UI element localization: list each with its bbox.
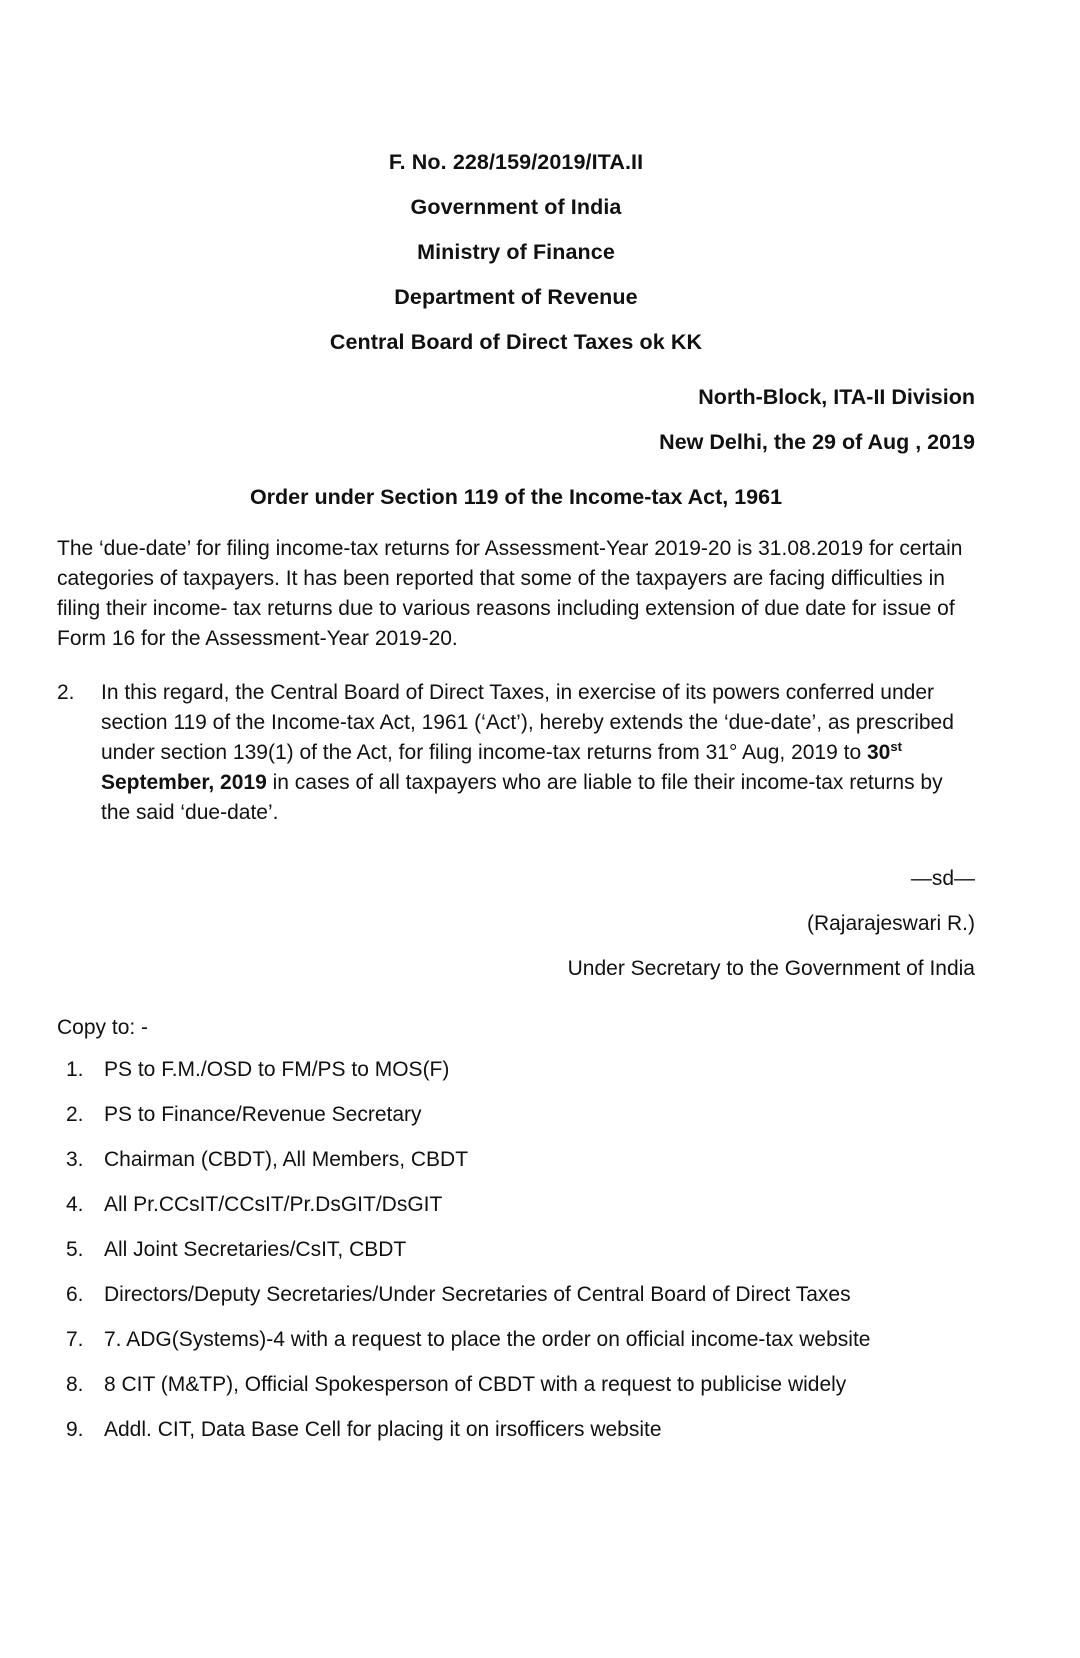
signatory-designation: Under Secretary to the Government of India xyxy=(567,957,975,980)
list-item-number: 2. xyxy=(66,1103,84,1126)
list-item-number: 1. xyxy=(66,1058,84,1081)
paragraph-2-text-before: In this regard, the Central Board of Direct Taxes, in exercise of its powers conferred under section 119 of the Income-tax Act, 1961 (‘Act’), hereby extends the ‘due-date’, as prescribed under section 139(1) of the Act, for filing income-tax returns from 31° Aug, 2019 to xyxy=(101,681,954,764)
list-item-text: Directors/Deputy Secretaries/Under Secretaries of Central Board of Direct Taxes xyxy=(104,1283,851,1306)
list-item xyxy=(66,1100,975,1130)
list-item xyxy=(66,1415,975,1445)
address-block xyxy=(57,375,975,465)
list-item-text: PS to F.M./OSD to FM/PS to MOS(F) xyxy=(104,1058,450,1081)
board-name: Central Board of Direct Taxes ok KK xyxy=(329,330,703,354)
department-name: Department of Revenue xyxy=(394,285,638,309)
document-content xyxy=(57,140,975,1460)
list-item-text: All Joint Secretaries/CsIT, CBDT xyxy=(104,1238,407,1261)
list-item-number: 3. xyxy=(66,1148,84,1171)
list-item-number: 8. xyxy=(66,1373,84,1396)
signatory-name: (Rajarajeswari R.) xyxy=(806,912,975,935)
list-item xyxy=(66,1280,975,1310)
list-item xyxy=(66,1370,975,1400)
signature-block xyxy=(57,856,975,991)
bold-date-month-year: September, 2019 xyxy=(101,771,267,794)
list-item-text: Addl. CIT, Data Base Cell for placing it on irsofficers website xyxy=(104,1418,662,1441)
list-item-number: 5. xyxy=(66,1238,84,1261)
ministry-name: Ministry of Finance xyxy=(417,240,615,264)
list-item xyxy=(66,1055,975,1085)
list-item xyxy=(66,1235,975,1265)
bold-date-ordinal-suffix: st xyxy=(890,739,902,754)
list-item-number: 6. xyxy=(66,1283,84,1306)
paragraph-2-text-after: in cases of all taxpayers who are liable to file their income-tax returns by the said ‘due-date’. xyxy=(101,771,943,824)
bold-date-day: 30 xyxy=(866,741,891,764)
order-title: Order under Section 119 of the Income-tax Act, 1961 xyxy=(249,485,783,509)
paragraph-1: The ‘due-date’ for filing income-tax returns for Assessment-Year 2019-20 is 31.08.2019 for certain categories of taxpayers. It has been reported that some of the taxpayers are facing difficulties in filing their income- tax returns due to various reasons including extension of due date for issue of Form 16 for the Assessment-Year 2019-20. xyxy=(57,537,963,650)
place-and-date: New Delhi, the 29 of Aug , 2019 xyxy=(659,430,975,454)
government-name: Government of India xyxy=(410,195,622,219)
list-item xyxy=(66,1145,975,1175)
copy-to-label: Copy to: - xyxy=(57,1016,149,1039)
list-item-text: Chairman (CBDT), All Members, CBDT xyxy=(104,1148,469,1171)
list-item-text: 8 CIT (M&TP), Official Spokesperson of CBDT with a request to publicise widely xyxy=(104,1373,847,1396)
paragraph-2-number: 2. xyxy=(57,681,75,704)
list-item-text: 7. ADG(Systems)-4 with a request to place the order on official income-tax website xyxy=(104,1328,871,1351)
list-item-number: 9. xyxy=(66,1418,84,1441)
letterhead xyxy=(57,140,975,365)
office-address: North-Block, ITA-II Division xyxy=(698,385,975,409)
paragraph-2 xyxy=(57,678,975,828)
list-item-number: 4. xyxy=(66,1193,84,1216)
list-item xyxy=(66,1190,975,1220)
list-item-number: 7. xyxy=(66,1328,84,1351)
file-number: F. No. 228/159/2019/ITA.II xyxy=(388,150,644,174)
copy-to-list xyxy=(57,1055,975,1445)
signed-marker: —sd— xyxy=(910,867,975,890)
list-item xyxy=(66,1325,975,1355)
list-item-text: All Pr.CCsIT/CCsIT/Pr.DsGIT/DsGIT xyxy=(104,1193,443,1216)
list-item-text: PS to Finance/Revenue Secretary xyxy=(104,1103,422,1126)
